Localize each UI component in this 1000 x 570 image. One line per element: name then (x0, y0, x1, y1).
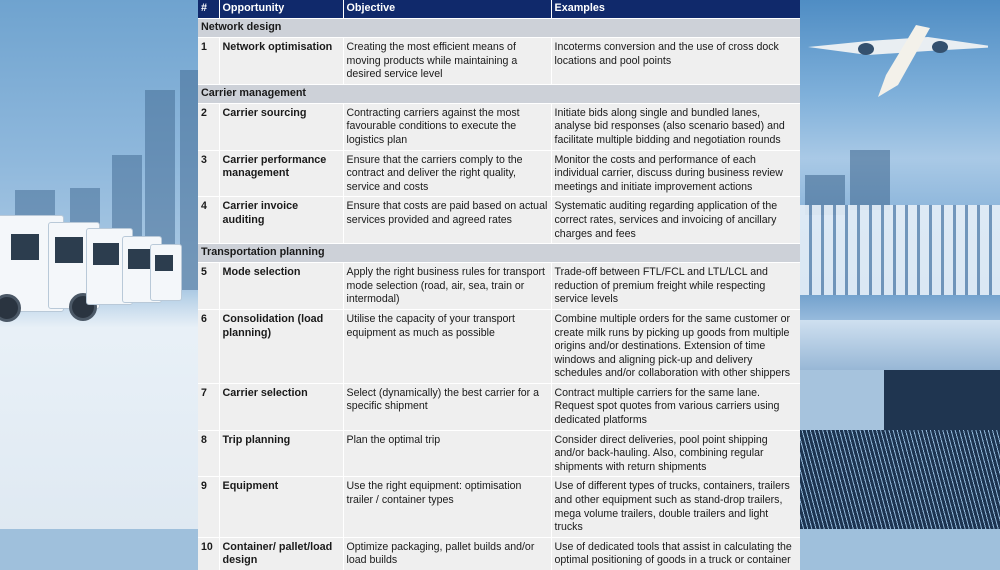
airplane-icon (808, 25, 988, 105)
table-row (198, 197, 800, 244)
table-row (198, 309, 800, 383)
row-number: 8 (198, 430, 219, 477)
section-title: Transportation planning (198, 244, 800, 263)
table-row (198, 430, 800, 477)
row-objective: Ensure that costs are paid based on actual services provided and agreed rates (343, 197, 551, 244)
row-examples: Use of dedicated tools that assist in calculating the optimal positioning of goods in a truck or container (551, 537, 800, 570)
table-row (198, 38, 800, 85)
table-row (198, 150, 800, 197)
row-opportunity: Container/ pallet/load design (219, 537, 343, 570)
table-row (198, 103, 800, 150)
row-examples: Consider direct deliveries, pool point shipping and/or back-hauling. Also, combining regular shipments with return shipments (551, 430, 800, 477)
row-number: 10 (198, 537, 219, 570)
row-number: 1 (198, 38, 219, 85)
row-number: 7 (198, 383, 219, 430)
section-row-network-design (198, 19, 800, 38)
row-objective: Plan the optimal trip (343, 430, 551, 477)
row-examples: Use of different types of trucks, containers, trailers and other equipment such as stand-drop trailers, mega volume trailers, double trailers and light trucks (551, 477, 800, 537)
row-opportunity: Carrier sourcing (219, 103, 343, 150)
section-title: Network design (198, 19, 800, 38)
row-examples: Incoterms conversion and the use of cross dock locations and pool points (551, 38, 800, 85)
row-opportunity: Carrier performance management (219, 150, 343, 197)
table-row (198, 383, 800, 430)
row-objective: Optimize packaging, pallet builds and/or load builds (343, 537, 551, 570)
table-row (198, 537, 800, 570)
column-header-number: # (198, 0, 219, 19)
opportunities-table-container (198, 0, 800, 567)
row-opportunity: Carrier selection (219, 383, 343, 430)
section-row-transportation-planning (198, 244, 800, 263)
row-examples: Combine multiple orders for the same customer or create milk runs by picking up goods from multiple origins and/or destinations. Extension of time windows and aligning pick-up and delivery schedules and/or collaboration with other shippers (551, 309, 800, 383)
row-examples: Contract multiple carriers for the same lane. Request spot quotes from various carriers using dedicated platforms (551, 383, 800, 430)
row-number: 2 (198, 103, 219, 150)
row-objective: Contracting carriers against the most favourable conditions to execute the logistics plan (343, 103, 551, 150)
row-examples: Systematic auditing regarding application of the correct rates, services and invoicing of ancillary charges and fees (551, 197, 800, 244)
opportunities-table (198, 0, 800, 570)
section-title: Carrier management (198, 84, 800, 103)
shipping-containers (800, 205, 1000, 295)
background-image-trucks (0, 0, 200, 529)
column-header-opportunity: Opportunity (219, 0, 343, 19)
section-row-carrier-management (198, 84, 800, 103)
row-opportunity: Mode selection (219, 263, 343, 310)
row-opportunity: Network optimisation (219, 38, 343, 85)
background-image-logistics (800, 0, 1000, 529)
row-objective: Creating the most efficient means of moving products while maintaining a desired service level (343, 38, 551, 85)
column-header-examples: Examples (551, 0, 800, 19)
row-number: 6 (198, 309, 219, 383)
table-row (198, 263, 800, 310)
column-header-objective: Objective (343, 0, 551, 19)
row-opportunity: Equipment (219, 477, 343, 537)
row-objective: Apply the right business rules for transport mode selection (road, air, sea, train or intermodal) (343, 263, 551, 310)
row-opportunity: Trip planning (219, 430, 343, 477)
table-row (198, 477, 800, 537)
row-number: 4 (198, 197, 219, 244)
row-objective: Ensure that the carriers comply to the contract and deliver the right quality, service and costs (343, 150, 551, 197)
row-opportunity: Consolidation (load planning) (219, 309, 343, 383)
row-examples: Initiate bids along single and bundled lanes, analyse bid responses (also scenario based) and facilitate multiple bidding and negotiation rounds (551, 103, 800, 150)
row-number: 3 (198, 150, 219, 197)
row-number: 5 (198, 263, 219, 310)
row-examples: Trade-off between FTL/FCL and LTL/LCL and reduction of premium freight while respecting service levels (551, 263, 800, 310)
row-examples: Monitor the costs and performance of each individual carrier, discuss during business review meetings and initiate improvement actions (551, 150, 800, 197)
row-objective: Select (dynamically) the best carrier for a specific shipment (343, 383, 551, 430)
row-objective: Use the right equipment: optimisation trailer / container types (343, 477, 551, 537)
table-header-row (198, 0, 800, 19)
row-objective: Utilise the capacity of your transport equipment as much as possible (343, 309, 551, 383)
row-number: 9 (198, 477, 219, 537)
row-opportunity: Carrier invoice auditing (219, 197, 343, 244)
